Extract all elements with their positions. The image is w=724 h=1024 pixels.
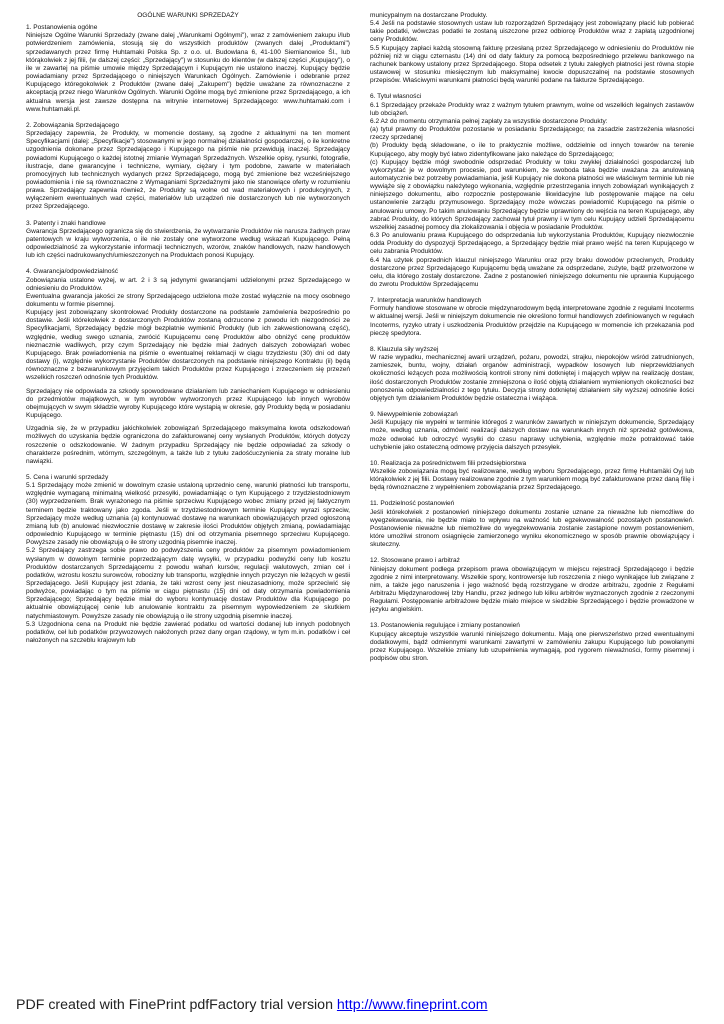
paragraph-gap [370, 492, 694, 497]
paragraph-gap [26, 212, 350, 217]
paragraph-gap [370, 614, 694, 619]
paragraph: W razie wypadku, mechanicznej awarii urządzeń, pożaru, powodzi, strajku, niepokojów wśród zatrudnionych, zamieszek, buntu, wojny, działań organów administracji, wypadków losowych lub nieprzewidzianych okoliczności leżących poza możliwością kontroli strony nimi dotkniętej i mających wpływ na realizację dostaw, ilość dostarczonych Produktów zostanie zmniejszona o ilość objętą działaniem wymienionych okoliczności bez ponoszenia odpowiedzialności z tego tytułu. Decyzja strony dotkniętej działaniem siły wyższej odnośnie ilości objętych tym działaniem Produktów będzie ostateczna i wiążąca. [370, 354, 694, 402]
paragraph-gap [370, 85, 694, 90]
paragraph: 5.1 Sprzedający może zmienić w dowolnym czasie ustaloną uprzednio cenę, warunki płatności lub transportu, względnie wymaganą minimalną wielkość przesyłki, powiadamiając o tym Kupującego z trzydziestodniowym (30) wyprzedzeniem. Brak wyrażonego na piśmie sprzeciwu Kupującego wobec zmiany przed jej faktycznym terminem będzie traktowany jako zgoda. Jeśli w trzydziestodniowym terminie Kupujący wyrazi sprzeciw, Sprzedający może według uznania (a) kontynuować dostawę na warunkach obowiązujących przed ogłoszoną zmianą lub (b) anulować niezwłocznie dostawę w zakresie ilości Produktów objętych zmianą, powiadamiając odpowiednio Kupującego w terminie piętnastu (15) dni od otrzymania pisemnego sprzeciwu Kupującego. Powyższe zasady nie obowiązują o ile strony uzgodnią pisemnie inaczej. [26, 482, 350, 547]
paragraph: 5.4 Jeśli na podstawie stosownych ustaw lub rozporządzeń Sprzedający jest zobowiązany płacić lub pobierać takie podatki, wówczas podatki te zostaną uiszczone przez odbiorcę Produktów wraz z zapłatą uzgodnionej ceny Produktów. [370, 20, 694, 44]
paragraph-gap [370, 289, 694, 294]
paragraph: 6.4 Na użytek poprzednich klauzul niniejszego Warunku oraz przy braku dowodów przeciwnych, Produkty dostarczone przez Sprzedającego Kupującemu będą uważane za odsprzedane, zużyte, bądź przetworzone w celu, dla którego zostały dostarczone. Żadne z postanowień niniejszego dokumentu nie uprawnia Kupującego do zwrotu Produktów Sprzedającemu [370, 256, 694, 288]
paragraph: Zobowiązania ustalone wyżej, w art. 2 i 3 są jedynymi gwarancjami udzielonymi przez Sprzedającego w odniesieniu do Produktów. [26, 276, 350, 292]
section-heading: 13. Postanowienia regulujące i zmiany postanowień [370, 622, 520, 630]
paragraph: Jeśli którekolwiek z postanowień niniejszego dokumentu zostanie uznane za nieważne lub niemożliwe do wyegzekwowania, nie będzie miało to wpływu na ważność lub egzekwowalność pozostałych postanowień. Postanowienie nieważne lub niemożliwe do wyegzekwowania zostanie zastąpione nowym postanowieniem, które umożliwi stronom osiągnięcie zamierzonego wyniku ekonomicznego w sposób prawnie obowiązujący i skuteczny. [370, 508, 694, 549]
section-heading: 7. Interpretacja warunków handlowych [370, 297, 482, 305]
section-heading: 11. Podzielność postanowień [370, 500, 455, 508]
paragraph: Gwarancja Sprzedającego ogranicza się do stwierdzenia, że wytwarzanie Produktów nie narusza żadnych praw patentowych w kraju wytworzenia, o ile nie zostały one wytworzone według wskazań Kupującego. Pełną odpowiedzialność za wykorzystanie informacji technicznych, wzorów, znaków handlowych, nazw handlowych lub ich części nadrukowanych/umieszczonych na Produktach ponosi Kupujący. [26, 227, 350, 260]
section-heading: 1. Postanowienia ogólne [26, 24, 98, 32]
section-heading: 4. Gwarancja/odpowiedzialność [26, 268, 119, 276]
section-heading: 2. Zobowiązania Sprzedającego [26, 121, 120, 129]
paragraph: Niniejsze Ogólne Warunki Sprzedaży (zwane dalej „Warunkami Ogólnymi"), wraz z zamówieniem zakupu i/lub potwierdzeniem zamówienia, stosują się do wszystkich produktów (zwanych dalej „Produktami") sprzedawanych przez firmę Huhtamaki Polska Sp. z o.o. ul. Budowlana 6, 41-100 Siemianowice Śl., lub którąkolwiek z jej filii, (w dalszej części: „Sprzedający") w stosunku do klientów (w dalszej części „Kupujący"), o ile w zawartej na piśmie umowie między Sprzedającym i Kupującym nie ustalono inaczej. Kupujący będzie powiadamiany przez Sprzedającego o niniejszych Warunkach Ogólnych. Zamówienie i odebranie przez Kupującego któregokolwiek z Produktów (zwane dalej „Zakupem") będzie uważane za równoznaczne z akceptacją przez niego Warunków Ogólnych. Warunki Ogólne mogą być zmienione przez Sprzedającego, a ich aktualna wersja jest zawsze dostępna na witrynie internetowej Sprzedającego: www.huhtamaki.com i www.huhtamaki.pl. [26, 32, 350, 113]
paragraph: 5.5 Kupujący zapłaci każdą stosowną fakturę przesłaną przez Sprzedającego w odniesieniu do Produktów nie później niż w ciągu czternastu (14) dni od daty faktury za pomocą bezpośredniego przelewu bankowego na rachunek bankowy ustalony przez Sprzedającego. Stopa odsetek z tytułu zaległych płatności jest równa stopie ustawowej w stosunku miesięcznym lub maksymalnej kwocie dopuszczalnej na podstawie stosownych przepisów. Właściwymi warunkami płatności będą warunki podane na fakturze Sprzedającego. [370, 44, 694, 85]
section-heading: 9. Niewypełnienie zobowiązań [370, 411, 458, 419]
right-column [370, 12, 694, 663]
paragraph: (a) tytuł prawny do Produktów pozostanie w posiadaniu Sprzedającego; na zasadzie zastrzeżenia własności rzeczy sprzedanej [370, 126, 694, 142]
paragraph-gap [370, 338, 694, 343]
paragraph: Sprzedający zapewnia, że Produkty, w momencie dostawy, są zgodne z aktualnymi na ten moment Specyfikacjami (dalej: „Specyfikacje") stosowanymi w jego normalnej działalności gospodarczej, o ile konkretne uzgodnienia dokonane przez Sprzedającego i Kupującego na piśmie nie przewidują inaczej. Sprzedający powiadomi Kupującego o każdej istotnej zmianie Wymagań Sprzedażnych. Wszelkie opisy, rysunki, fotografie, ilustracje, dane gwarancyjne i techniczne, wymiary, ciężary i tym podobne, zawarte w materiałach promocyjnych lub technicznych wydanych przez Sprzedającego, mogą być zmienione bez wcześniejszego powiadomienia i nie są równoznaczne z Wymaganiami Sprzedażnymi jako nie stanowiące oferty w rozumieniu prawa. Sprzedający zapewnia również, że Produkty są wolne od wad materiałowych i produkcyjnych, z wyłączeniem ewentualnych wad części, materiałów lub urządzeń nie dostarczonych lub nie wytworzonych przez Sprzedającego. [26, 130, 350, 211]
paragraph-gap [26, 466, 350, 471]
paragraph: Kupujący jest zobowiązany skontrolować Produkty dostarczone na podstawie zamówienia bezpośrednio po dostawie. Jeśli którekolwiek z dostarczonych Produktów zostaną odrzucone z powodu ich niezgodności ze Specyfikacjami, Sprzedający będzie mógł bezpłatnie wymienić Produkty (lub ich zakwestionowaną część), względnie, według swego uznania, zwrócić Kupującemu cenę Produktów albo obniżyć cenę produktów nieznacznie wadliwych, przy czym Sprzedający nie będzie miał żadnych dalszych zobowiązań wobec Kupującego. Brak powiadomienia na piśmie o ewentualnej reklamacji w ciągu trzydziestu (30) dni od daty dostawy (i), względnie wykorzystanie Produktów dostarczonych na podstawie niniejszego Kontraktu (ii) będą równoznaczne z bezwarunkowym przyjęciem takich Produktów przez Kupującego i zrzeczeniem się przezeń wszelkich roszczeń odnośnie tych Produktów. [26, 309, 350, 382]
paragraph: 6.3 Po anulowaniu prawa Kupującego do odsprzedania lub wykorzystania Produktów, Kupujący niezwłocznie odda Produkty do dyspozycji Sprzedającego, a Sprzedający będzie miał prawo wejść na teren Kupującego w celu zabrania Produktów. [370, 232, 694, 256]
paragraph: Ewentualna gwarancja jakości ze strony Sprzedającego udzielona może zostać wyłącznie na mocy osobnego dokumentu w formie pisemnej. [26, 292, 350, 308]
paragraph: Sprzedający nie odpowiada za szkody spowodowane działaniem lub zaniechaniem Kupującego w odniesieniu do przedmiotów majątkowych, w tym wyrobów wytworzonych przez Kupującego lub innych wyrobów obejmujących w swym składzie wyroby Kupującego które wystąpią w okresie, gdy Produkty będą w posiadaniu Kupującego. [26, 387, 350, 420]
paragraph: (c) Kupujący będzie mógł swobodnie odsprzedać Produkty w toku zwykłej działalności gospodarczej lub wykorzystać je w dowolnym procesie, pod warunkiem, że swoboda taka będzie uważana za anulowaną automatycznie bez potrzeby powiadamiania, jeśli Kupujący nie dokona płatności we właściwym terminie lub nie wywiąże się z obowiązku należytego wykonania, względnie przestrzegania innych zobowiązań wynikających z niniejszego dokumentu, albo rozpocznie postępowanie likwidacyjne lub postępowanie mające na celu ustanowienie zarządu przymusowego. Sprzedający może wówczas powiadomić Kupującego na piśmie o anulowaniu umowy. Po takim anulowaniu Sprzedający będzie uprawniony do wejścia na teren Kupującego, aby zabrać Produkty, do których Sprzedający zachował tytuł prawny i w tym celu Kupujący udzieli Sprzedającemu wszelkiej zasadnej pomocy dla zlokalizowania i objęcia w posiadanie Produktów. [370, 158, 694, 231]
footer-text: PDF created with FinePrint pdfFactory trial version [16, 997, 337, 1013]
section-heading: 6. Tytuł własności [370, 93, 422, 101]
paragraph: Niniejszy dokument podlega przepisom prawa obowiązującym w miejscu rejestracji Sprzedającego i będzie zgodnie z nimi interpretowany. Wszelkie spory, kontrowersje lub roszczenia z niego wynikające lub związane z nim, a także jego naruszenia i jego ważność będą rozstrzygane w drodze arbitrażu, zgodnie z Regułami Arbitrażu Międzynarodowej Izby Handlu, przez jednego lub kilku arbitrów wyznaczonych zgodnie z rzeczonymi Regułami. Postępowanie arbitrażowe będzie miało miejsce w siedzibie Sprzedającego i będzie prowadzone w języku angielskim. [370, 565, 694, 614]
footer-link[interactable]: http://www.fineprint.com [336, 997, 488, 1013]
pdf-footer [16, 994, 716, 1016]
paragraph-gap [26, 114, 350, 119]
document-title: OGÓLNE WARUNKI SPRZEDAŻY [137, 12, 239, 19]
paragraph-gap [370, 452, 694, 457]
paragraph: (b) Produkty będą składowane, o ile to praktycznie możliwe, oddzielnie od innych towarów na terenie Kupującego, aby mogły być łatwo zidentyfikowane jako należące do Sprzedającego; [370, 142, 694, 158]
paragraph: Jeśli Kupujący nie wypełni w terminie któregoś z warunków zawartych w niniejszym dokumencie, Sprzedający może, według uznania, odmówić realizacji dalszych dostaw na warunkach innych niż sprzedaż gotówkowa, może odwołać lub odroczyć wysyłki do czasu naprawy uchybienia, względnie może potraktować takie uchybienie jako ostateczną odmowę przyjęcia dalszych przesyłek. [370, 419, 694, 451]
paragraph: Kupujący akceptuje wszystkie warunki niniejszego dokumentu. Mają one pierwszeństwo przed ewentualnymi dodatkowymi, bądź odmiennymi warunkami zawartymi w zamówieniu zakupu Kupującego lub powołanymi przez Kupującego. Wszelkie zmiany lub uzupełnienia wymagają, pod rygorem nieważności, formy pisemnej i podpisów obu stron. [370, 630, 694, 663]
paragraph: 6.2 Aż do momentu otrzymania pełnej zapłaty za wszystkie dostarczone Produkty: [370, 117, 608, 125]
paragraph: 5.2 Sprzedający zastrzega sobie prawo do podwyższenia ceny produktów za pisemnym powiadomieniem wysłanym w dowolnym terminie poprzedzającym datę wysyłki, w przypadku podwyżki ceny lub kosztu Produktów dostarczanych Sprzedającemu z powodu wahań kursów, regulacji walutowych, zmian ceł i podatków, wzrostu kosztu surowców, robocizny lub transportu, względnie innych przyczyn nie leżących w gestii Sprzedającego. Jeśli Kupujący jest zdania, że taki wzrost ceny jest nieuzasadniony, może sprzeciwić się podwyżce, powiadając o tym na piśmie w ciągu piętnastu (15) dni od daty otrzymania powiadomienia Sprzedającego; Sprzedający będzie miał do wyboru kontynuację dostaw Produktów dla Kupującego po aktualnie obowiązującej cenie lub anulowanie kontraktu za pisemnym wypowiedzeniem ze skutkiem natychmiastowym. Powyższe zasady nie obowiązują o ile strony uzgodnią pisemnie inaczej. [26, 547, 350, 620]
left-column [26, 12, 350, 645]
paragraph: Wszelkie zobowiązania mogą być realizowane, według wyboru Sprzedającego, przez firmę Huhtamäki Oyj lub którąkolwiek z jej filii. Dostawy realizowane zgodnie z tym warunkiem mogą być zafakturowane przez daną filię i będą równoznaczne z wypełnieniem zobowiązania przez Sprzedającego. [370, 467, 694, 492]
section-heading: 5. Cena i warunki sprzedaży [26, 473, 109, 481]
paragraph: Formuły handlowe stosowane w obrocie międzynarodowym będą interpretowane zgodnie z regułami Incoterms w aktualnej wersji. Jeśli w niniejszym dokumencie nie określono formuł handlowych zdefiniowanych w regułach Incoterms, ryzyko utraty i uszkodzenia Produktów przejdzie na Kupującego w momencie ich przekazania pod pieczę spedytora. [370, 305, 694, 337]
paragraph: municypalnym na dostarczane Produkty. [370, 12, 488, 19]
paragraph-gap [370, 403, 694, 408]
paragraph-gap [370, 549, 694, 554]
paragraph-gap [26, 260, 350, 265]
paragraph: Uzgadnia się, że w przypadku jakichkolwiek zobowiązań Sprzedającego maksymalna kwota odszkodowań możliwych do uzyskania będzie ograniczona do zafakturowanej ceny wysłanych Produktów, których dotyczy roszczenie o odszkodowanie. W żadnym przypadku Sprzedający nie będzie odpowiadać za szkody o charakterze pośrednim, wtórnym, szczególnym, a także lub z tytułu zadośćuczynienia za straty moralne lub nawiązki. [26, 425, 350, 465]
section-heading: 8. Klauzula siły wyższej [370, 345, 439, 353]
paragraph: 5.3 Uzgodniona cena na Produkt nie będzie zawierać podatku od wartości dodanej lub innych podobnych podatków, ceł lub podatków przywozowych nałożonych przez dany organ rządowy, w tym m.in. podatków i ceł nałożonych na szczeblu krajowym lub [26, 620, 350, 645]
section-heading: 12. Stosowane prawo i arbitraż [370, 557, 460, 565]
section-heading: 3. Patenty i znaki handlowe [26, 219, 106, 227]
section-heading: 10. Realizacja za pośrednictwem filii przedsiębiorstwa [370, 459, 527, 467]
paragraph: 6.1 Sprzedający przekaże Produkty wraz z ważnym tytułem prawnym, wolne od wszelkich legalnych zastawów lub obciążeń. [370, 101, 694, 117]
